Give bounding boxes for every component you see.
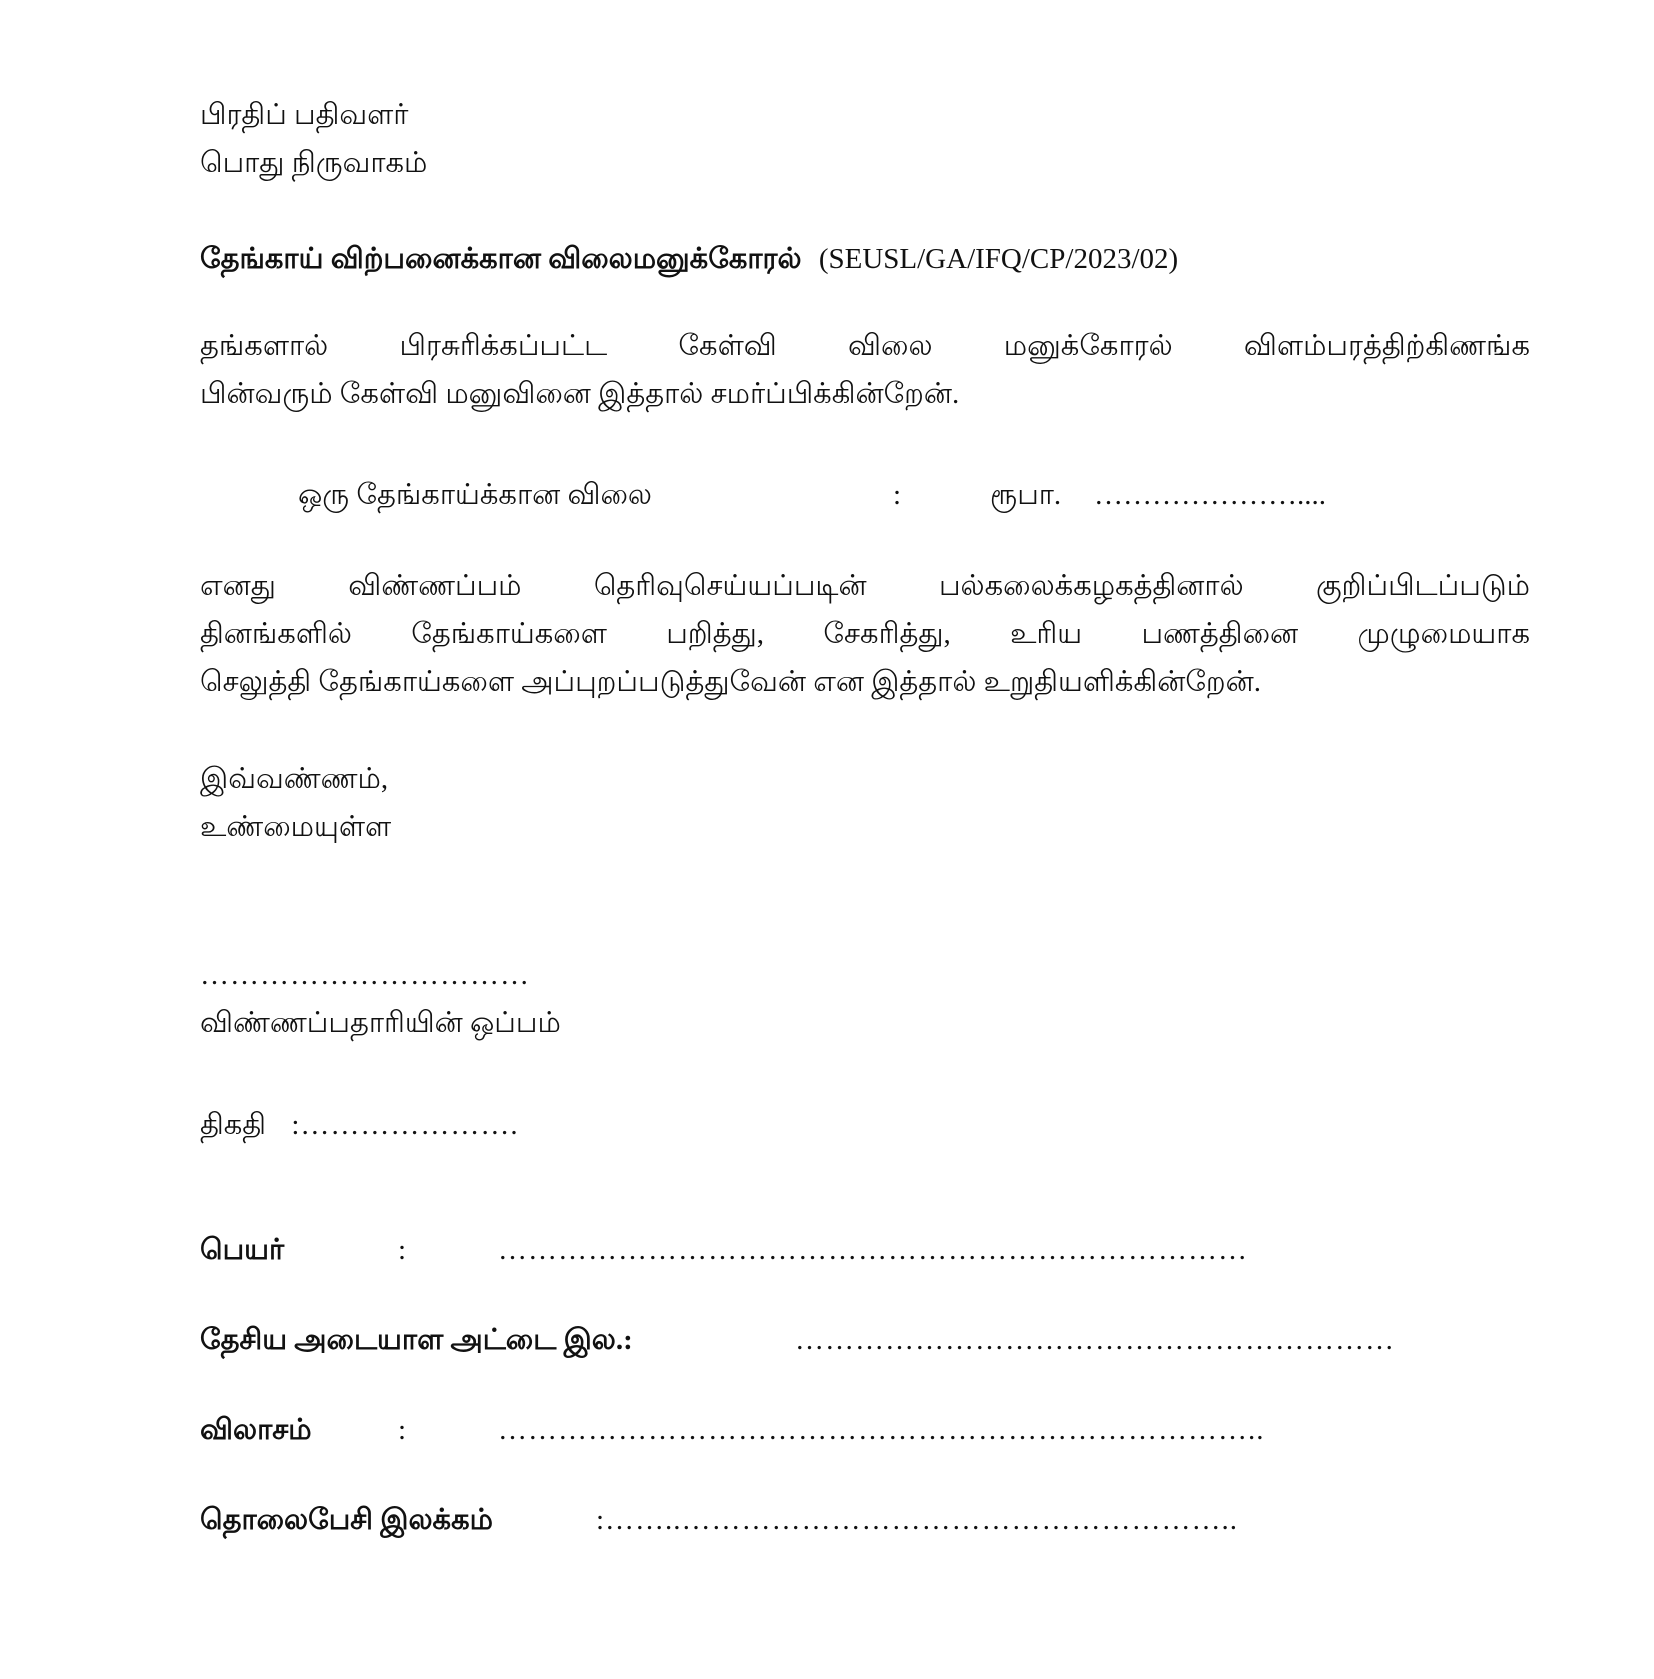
address-label: விலாசம் (200, 1414, 312, 1446)
closing-line-2: உண்மையுள்ள (200, 811, 392, 843)
subject-reference: (SEUSL/GA/IFQ/CP/2023/02) (818, 243, 1179, 275)
date-dots: :…………………. (291, 1109, 519, 1141)
telephone-dots: :……..……………………………………………….. (596, 1504, 1239, 1536)
date-row (200, 1108, 519, 1142)
recipient-department: பொது நிருவாகம் (200, 147, 428, 179)
signature-label: விண்ணப்பதாரியின் ஒப்பம் (200, 1007, 561, 1039)
recipient-title: பிரதிப் பதிவளர் (200, 99, 409, 131)
address-colon: : (398, 1414, 407, 1446)
undertaking-line-2: தினங்களில் தேங்காய்களை பறித்து, சேகரித்து, உரிய பணத்தினை முழுமையாக (200, 618, 1530, 650)
subject-title: தேங்காய் விற்பனைக்கான விலைமனுக்கோரல் (200, 243, 802, 275)
name-label: பெயர் (200, 1234, 285, 1266)
intro-line-2: பின்வரும் கேள்வி மனுவினை இத்தால் சமர்ப்பிக்கின்றேன். (200, 378, 960, 410)
subject-line (200, 242, 1178, 276)
name-dots: ………………………………………………………………… (498, 1234, 1248, 1266)
intro-line-1: தங்களால் பிரசுரிக்கப்பட்ட கேள்வி விலை மனுக்கோரல் விளம்பரத்திற்கிணங்க (200, 330, 1530, 362)
nic-dots: …………………………………………………… (795, 1324, 1395, 1356)
price-label: ஒரு தேங்காய்க்கான விலை (298, 479, 653, 511)
price-colon: : (893, 479, 902, 511)
undertaking-line-1: எனது விண்ணப்பம் தெரிவுசெய்யப்படின் பல்கலைக்கழகத்தினால் குறிப்பிடப்படும் (200, 570, 1530, 602)
intro-paragraph (200, 322, 1530, 418)
signature-dots: …………………………… (200, 959, 530, 991)
date-label: திகதி (200, 1109, 267, 1141)
closing-line-1: இவ்வண்ணம், (200, 763, 389, 795)
undertaking-paragraph (200, 562, 1530, 706)
undertaking-line-3: செலுத்தி தேங்காய்களை அப்புறப்படுத்துவேன் என இத்தால் உறுதியளிக்கின்றேன். (200, 666, 1262, 698)
telephone-label: தொலைபேசி இலக்கம் (200, 1504, 493, 1536)
price-value-dots: ………………….... (1094, 479, 1326, 511)
nic-label: தேசிய அடையாள அட்டை இல.: (200, 1324, 633, 1356)
name-colon: : (398, 1234, 407, 1266)
address-dots: ………………………………………………………………….. (498, 1414, 1265, 1446)
price-currency: ரூபா. (990, 479, 1062, 511)
